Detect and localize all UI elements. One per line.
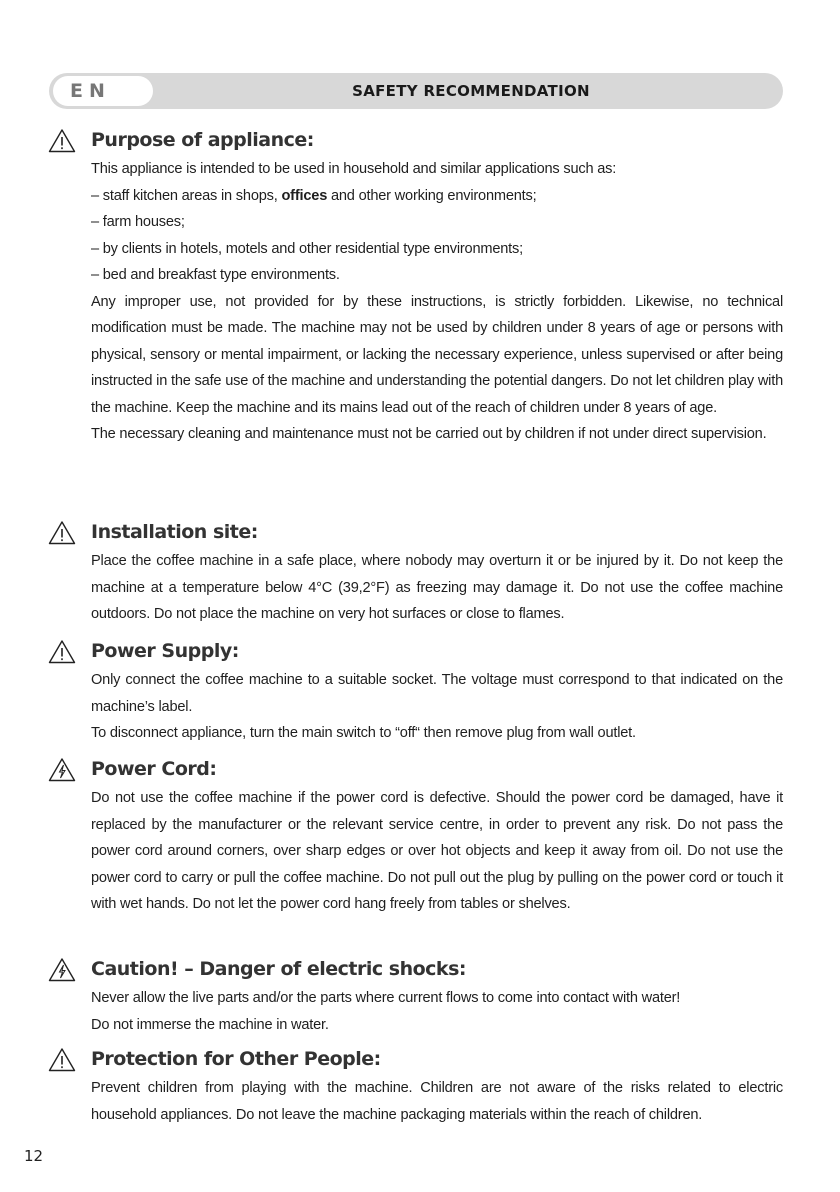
safety-content	[48, 124, 783, 1128]
paragraph: Prevent children from playing with the machine. Children are not aware of the risks related to electric household appliances. Do not leave the machine packaging materials within the reach of children.	[91, 1080, 783, 1123]
section-body	[91, 667, 783, 747]
section-power-supply	[48, 635, 783, 753]
paragraph: Do not immerse the machine in water.	[91, 1016, 329, 1033]
warning-icon	[48, 639, 76, 664]
page-title: SAFETY RECOMMENDATION	[352, 82, 590, 100]
electric-warning-icon	[48, 757, 76, 782]
section-body	[91, 985, 783, 1038]
warning-icon	[48, 1047, 76, 1072]
section-installation-site	[48, 516, 783, 635]
paragraph: Any improper use, not provided for by these instructions, is strictly forbidden. Likewise, no technical modification must be made. The machine may not be used by children under 8 years of age or persons with physical, sensory or mental impairment, or lacking the necessary experience, unless supervised or after being instructed in the safe use of the machine and understanding the potential dangers. Do not let children play with the machine. Keep the machine and its mains lead out of the reach of children under 8 years of age.	[91, 293, 783, 416]
paragraph: The necessary cleaning and maintenance must not be carried out by children if not under direct supervision.	[91, 426, 767, 442]
section-body	[91, 548, 783, 628]
section-purpose	[48, 124, 783, 516]
section-electric-shock-danger	[48, 953, 783, 1043]
warning-icon	[48, 128, 76, 153]
section-power-cord	[48, 753, 783, 953]
language-badge: EN	[53, 76, 153, 106]
paragraph: – farm houses;	[91, 214, 185, 230]
warning-icon	[48, 520, 76, 545]
section-title: Protection for Other People:	[91, 1048, 381, 1070]
electric-warning-icon	[48, 957, 76, 982]
paragraph: To disconnect appliance, turn the main switch to “off“ then remove plug from wall outlet.	[91, 725, 636, 741]
paragraph: – by clients in hotels, motels and other residential type environments;	[91, 240, 523, 257]
section-title: Power Supply:	[91, 640, 239, 662]
paragraph	[91, 183, 783, 210]
section-protection-other-people	[48, 1043, 783, 1128]
paragraph: This appliance is intended to be used in household and similar applications such as:	[91, 161, 617, 177]
section-body	[91, 156, 783, 448]
paragraph: – bed and breakfast type environments.	[91, 267, 340, 283]
section-title: Installation site:	[91, 521, 258, 543]
paragraph: Never allow the live parts and/or the parts where current flows to come into contact with water!	[91, 990, 681, 1006]
bold-text: offices	[281, 187, 328, 204]
page-number: 12	[24, 1147, 44, 1165]
text-span: – staff kitchen areas in shops,	[91, 187, 282, 204]
section-header-bar	[49, 73, 783, 109]
section-title: Power Cord:	[91, 758, 217, 780]
section-title: Caution! – Danger of electric shocks:	[91, 958, 466, 980]
text-span: and other working environments;	[327, 187, 537, 204]
section-body	[91, 785, 783, 918]
paragraph: Do not use the coffee machine if the power cord is defective. Should the power cord be damaged, have it replaced by the manufacturer or the relevant service centre, in order to prevent any risk. Do not pass the power cord around corners, over sharp edges or over hot objects and keep it away from oil. Do not use the power cord to carry or pull the coffee machine. Do not pull out the plug by pulling on the power cord or touch it with wet hands. Do not let the power cord hang freely from tables or shelves.	[91, 790, 783, 912]
paragraph: Only connect the coffee machine to a suitable socket. The voltage must correspond to that indicated on the machine’s label.	[91, 672, 783, 715]
paragraph: Place the coffee machine in a safe place, where nobody may overturn it or be injured by it. Do not keep the machine at a temperature below 4°C (39,2°F) as freezing may damage it. Do not use the coffee machine outdoors. Do not place the machine on very hot surfaces or close to flames.	[91, 553, 783, 622]
section-title: Purpose of appliance:	[91, 129, 314, 151]
section-body	[91, 1075, 783, 1128]
